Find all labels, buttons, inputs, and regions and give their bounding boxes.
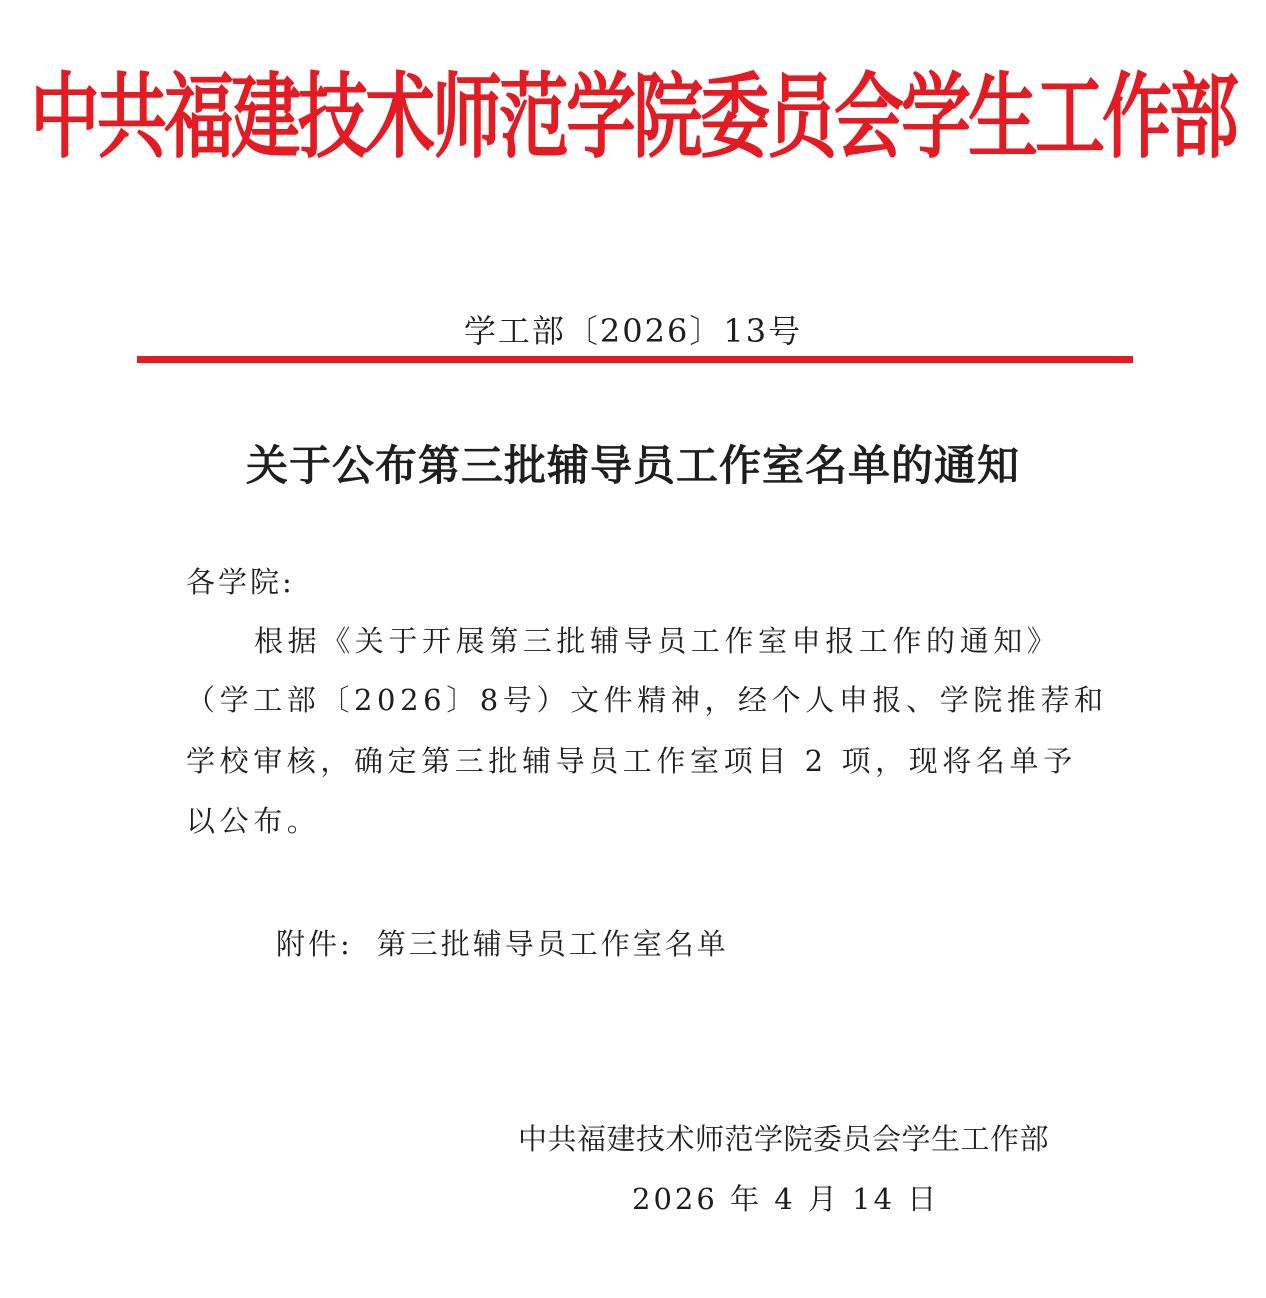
signature-date: 2026 年 4 月 14 日 xyxy=(632,1182,940,1216)
document-number: 学工部〔2026〕13号 xyxy=(463,312,803,350)
body-line-1: 根据《关于开展第三批辅导员工作室申报工作的通知》 xyxy=(254,624,1061,658)
signature-organization: 中共福建技术师范学院委员会学生工作部 xyxy=(518,1122,1050,1156)
notice-title: 关于公布第三批辅导员工作室名单的通知 xyxy=(245,441,1020,490)
attachment-label: 附件: xyxy=(276,927,353,961)
body-line-2: （学工部〔2026〕8号）文件精神，经个人申报、学院推荐和 xyxy=(186,683,1108,717)
body-line-4: 以公布。 xyxy=(186,804,321,838)
letterhead-organization: 中共福建技术师范学院委员会学生工作部 xyxy=(30,62,1236,172)
red-divider-line xyxy=(137,356,1133,363)
salutation: 各学院: xyxy=(186,565,295,599)
body-line-3: 学校审核，确定第三批辅导员工作室项目 2 项，现将名单予 xyxy=(186,744,1077,778)
attachment-name: 第三批辅导员工作室名单 xyxy=(376,927,729,961)
attachment-line xyxy=(276,922,729,963)
